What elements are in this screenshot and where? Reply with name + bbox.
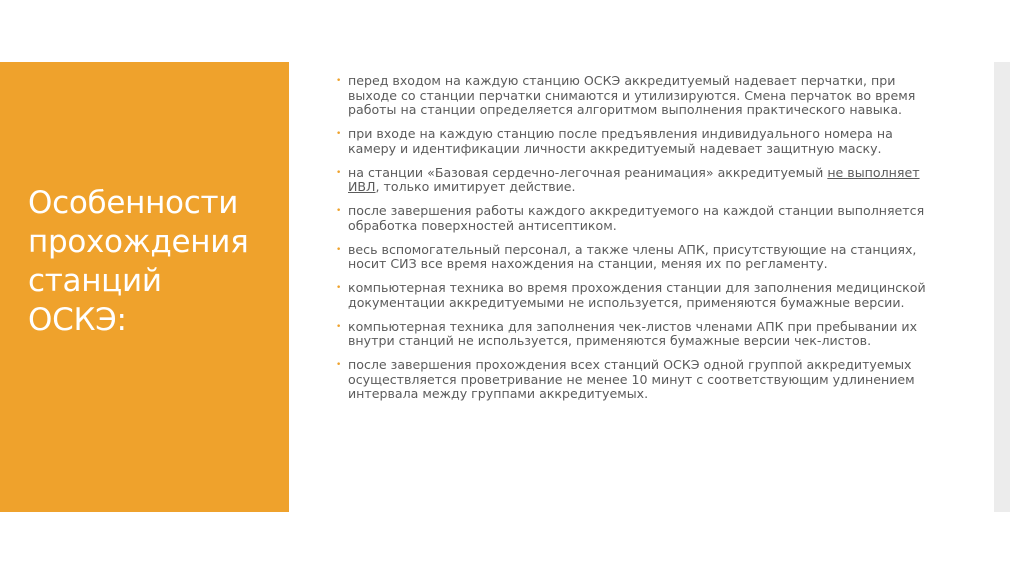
bullet-marker-icon: •: [336, 167, 342, 178]
bullet-text: после завершения работы каждого аккредитуемого на каждой станции выполняется обработка поверхностей антисептиком.: [348, 203, 925, 233]
list-item: [336, 243, 936, 272]
slide-title-line: прохождения: [28, 224, 249, 260]
bullet-marker-icon: •: [336, 360, 342, 370]
bullet-text: при входе на каждую станцию после предъявления индивидуального номера на камеру и идентификации личности аккредитуемый надевает защитную маску.: [348, 126, 893, 156]
bullet-text: компьютерная техника во время прохождения станции для заполнения медицинской документации аккредитуемыми не используется, применяются бумажные версии.: [348, 280, 926, 310]
bullet-marker-icon: •: [336, 76, 342, 86]
list-item: [336, 74, 936, 118]
bullet-text-part: на станции «Базовая сердечно-легочная реанимация» аккредитуемый: [348, 164, 828, 180]
bullet-marker-icon: •: [336, 321, 342, 332]
list-item: [336, 127, 936, 156]
list-item: [336, 320, 936, 349]
bullet-text-part: , только имитирует действие.: [375, 179, 576, 194]
slide-title-line: Особенности: [28, 185, 239, 221]
bullet-text: компьютерная техника для заполнения чек-листов членами АПК при пребывании их внутри станций не используется, применяются бумажные версии чек-листов.: [348, 318, 918, 348]
list-item: [336, 281, 936, 310]
list-item: [336, 204, 936, 233]
underlined-emphasis: не выполняет ИВЛ: [348, 164, 920, 194]
slide-title: [28, 184, 278, 340]
bullet-marker-icon: •: [336, 206, 342, 216]
bullet-marker-icon: •: [336, 283, 342, 293]
bullet-marker-icon: •: [336, 244, 342, 255]
bullet-text: перед входом на каждую станцию ОСКЭ аккредитуемый надевает перчатки, при выходе со станции перчатки снимаются и утилизируются. Смена перчаток во время работы на станции определяется алгоритмом выполнения практического навыка.: [348, 73, 916, 117]
bullet-marker-icon: •: [336, 129, 342, 139]
bullet-text: [348, 165, 920, 195]
bullet-text: после завершения прохождения всех станций ОСКЭ одной группой аккредитуемых осуществляется проветривание не менее 10 минут с соответствующим удлинением интервала между группами аккредитуемых.: [348, 357, 915, 401]
slide-title-line: станций: [28, 263, 162, 299]
list-item: [336, 166, 936, 195]
list-item: [336, 358, 936, 402]
scrollbar[interactable]: [994, 62, 1010, 512]
bullet-list: [336, 74, 936, 411]
slide-title-line: ОСКЭ:: [28, 302, 127, 338]
bullet-text: весь вспомогательный персонал, а также члены АПК, присутствующие на станциях, носит СИЗ все время нахождения на станции, меняя их по регламенту.: [348, 241, 917, 271]
